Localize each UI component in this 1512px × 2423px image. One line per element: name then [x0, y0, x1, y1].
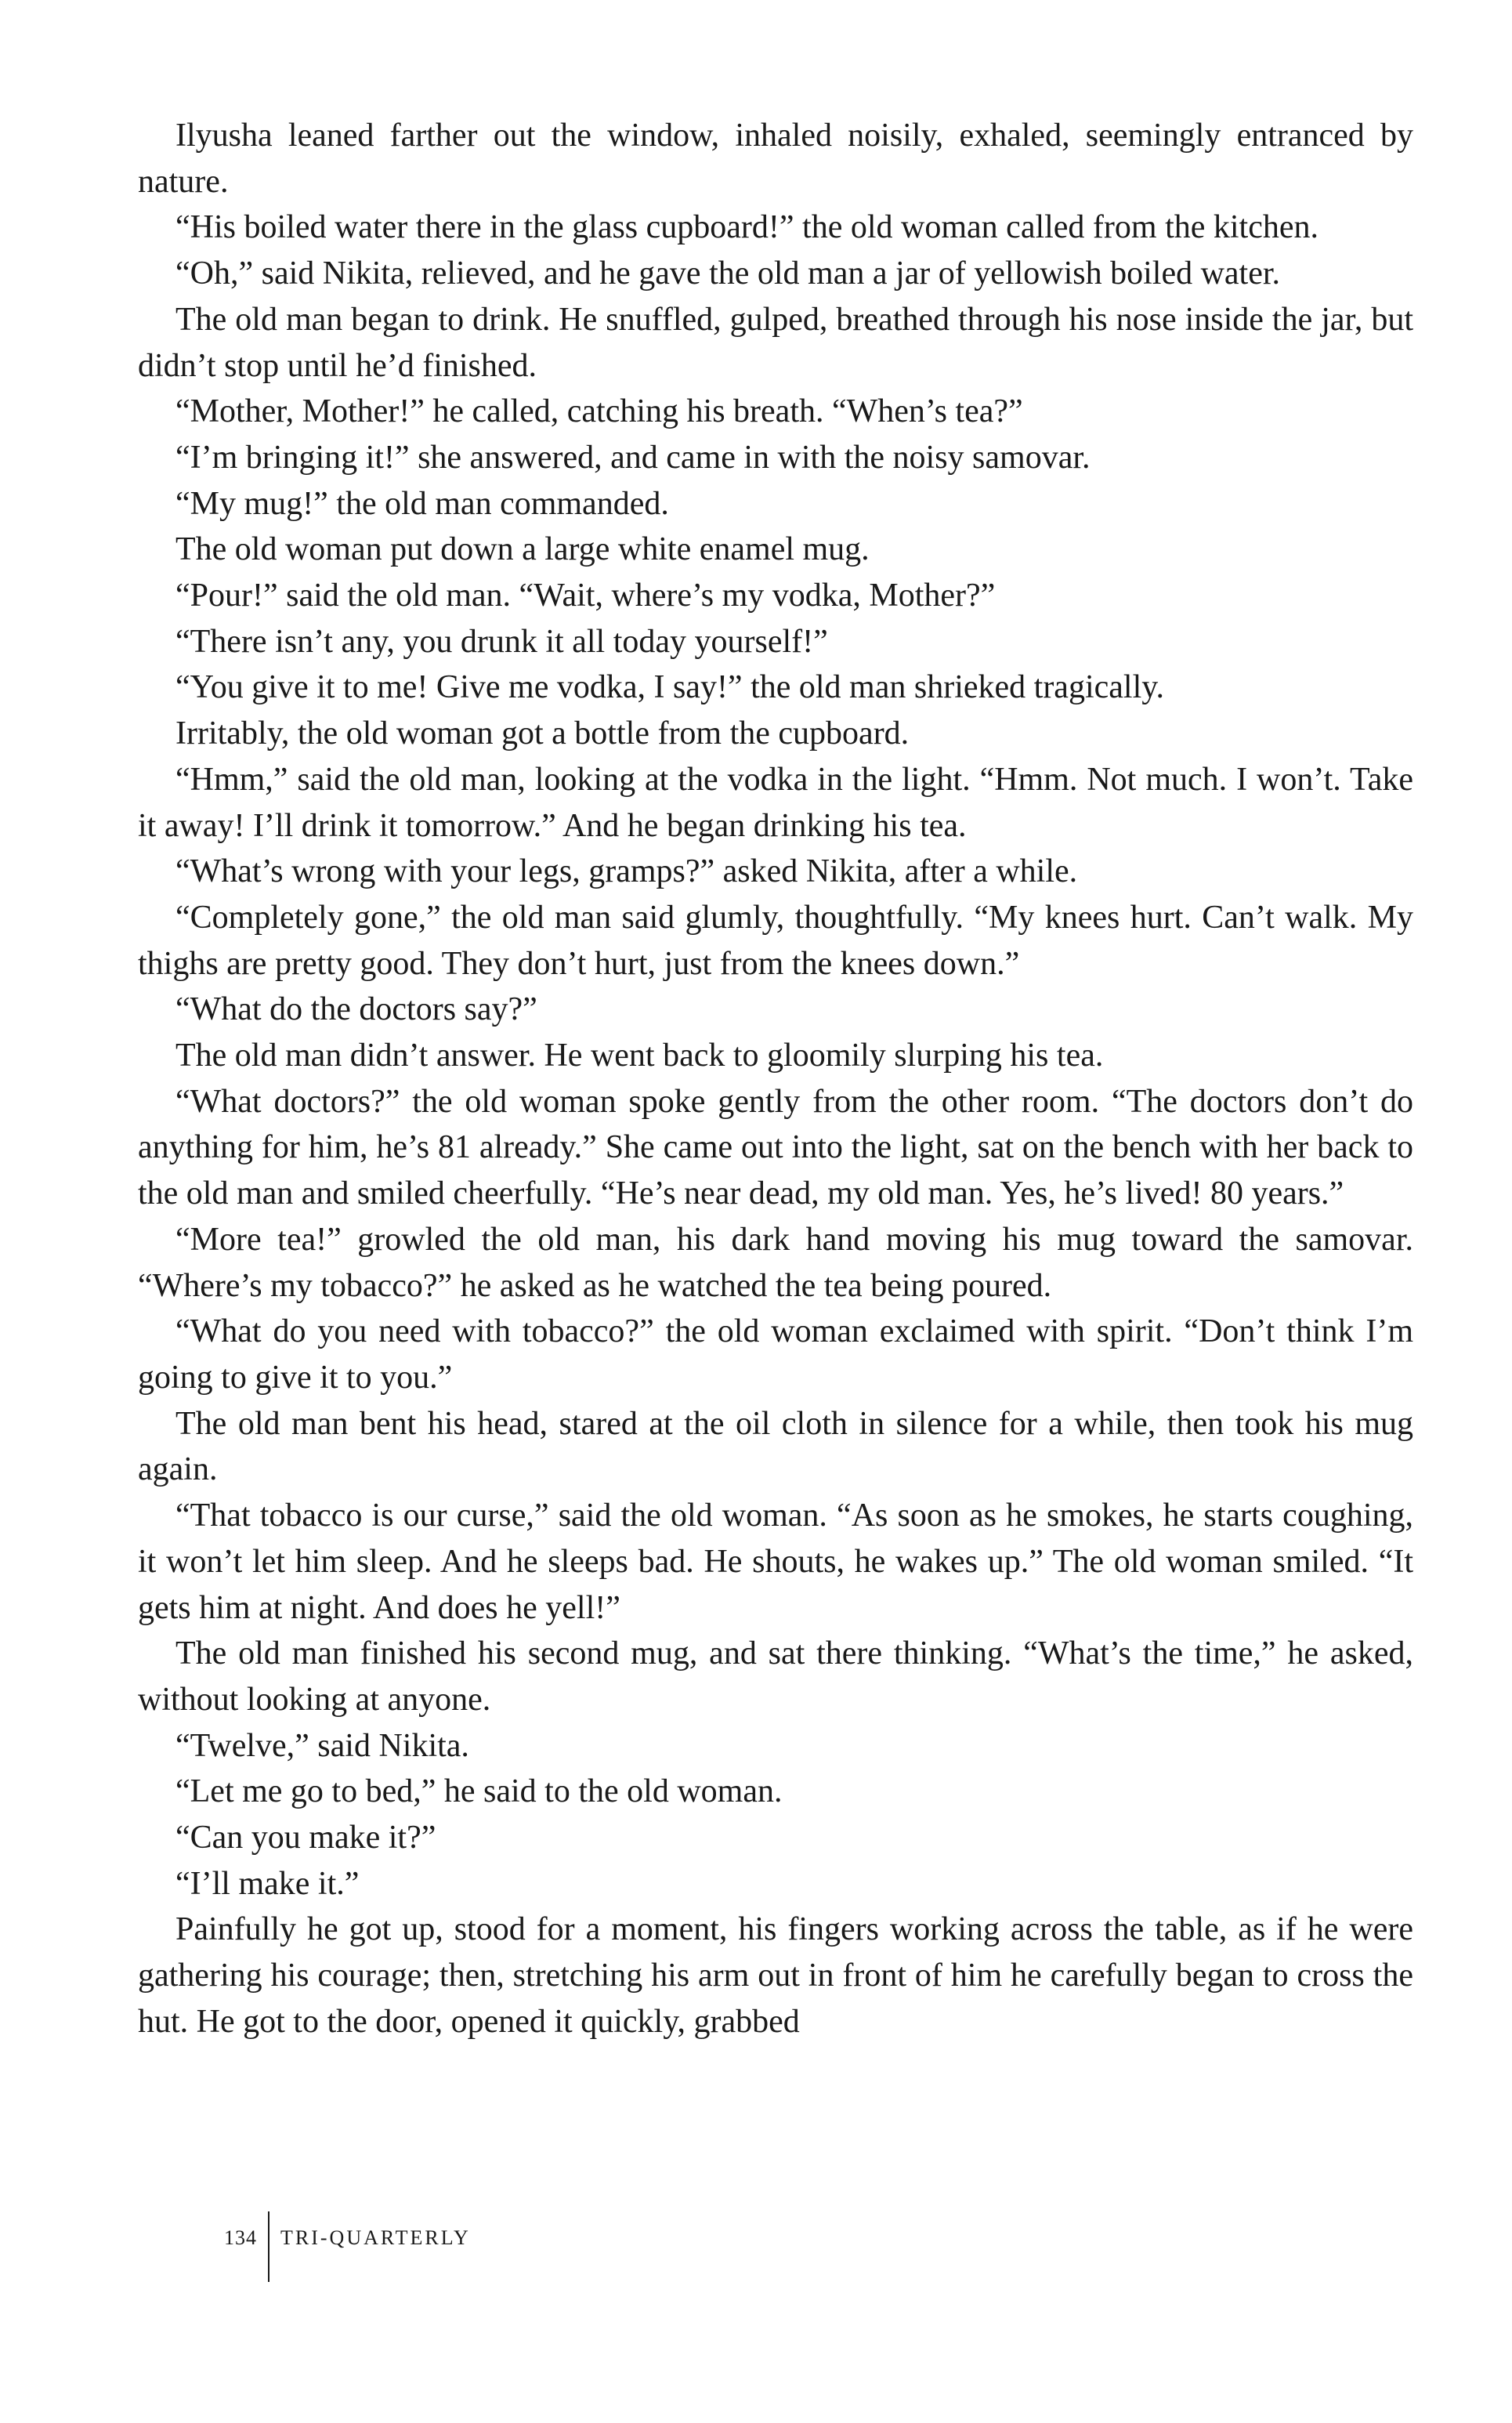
paragraph: “More tea!” growled the old man, his dark hand moving his mug toward the samovar. “Where’s my tobacco?” he asked as he watched the tea being poured. [138, 1221, 1413, 1304]
paragraph: “Pour!” said the old man. “Wait, where’s my vodka, Mother?” [175, 578, 996, 614]
running-footer-title: TRI-QUARTERLY [280, 2226, 471, 2249]
paragraph: “Can you make it?” [175, 1820, 436, 1856]
paragraph: The old woman put down a large white enamel mug. [175, 531, 870, 568]
paragraph: “What doctors?” the old woman spoke gently from the other room. “The doctors don’t do anything for him, he’s 81 already.” She came out into the light, sat on the bench with her back to the old man and smiled cheerfully. “He’s near dead, my old man. Yes, he’s lived! 80 years.” [138, 1083, 1413, 1212]
paragraph: “What’s wrong with your legs, gramps?” asked Nikita, after a while. [175, 853, 1078, 890]
paragraph: “There isn’t any, you drunk it all today yourself!” [175, 623, 828, 660]
paragraph: “Let me go to bed,” he said to the old woman. [175, 1773, 783, 1810]
paragraph: Painfully he got up, stood for a moment, his fingers working across the table, as if he were gathering his courage; then, stretching his arm out in front of him he carefully began to cross the hut. He got to the door, opened it quickly, grabbed [138, 1911, 1413, 2040]
body-text [138, 113, 1413, 2045]
paragraph: “Hmm,” said the old man, looking at the vodka in the light. “Hmm. Not much. I won’t. Take it away! I’ll drink it tomorrow.” And he began drinking his tea. [138, 761, 1413, 844]
paragraph: The old man didn’t answer. He went back to gloomily slurping his tea. [175, 1038, 1104, 1074]
paragraph: “His boiled water there in the glass cupboard!” the old woman called from the kitchen. [175, 209, 1319, 246]
page-number: 134 [224, 2226, 257, 2249]
paragraph: “Mother, Mother!” he called, catching his breath. “When’s tea?” [175, 393, 1023, 430]
paragraph: “I’m bringing it!” she answered, and came in with the noisy samovar. [175, 439, 1091, 476]
paragraph: “Twelve,” said Nikita. [175, 1727, 469, 1764]
paragraph: The old man began to drink. He snuffled, gulped, breathed through his nose inside the jar, but didn’t stop until he’d finished. [138, 301, 1413, 384]
paragraph: Irritably, the old woman got a bottle from the cupboard. [175, 715, 910, 752]
paragraph: “Completely gone,” the old man said glumly, thoughtfully. “My knees hurt. Can’t walk. My thighs are pretty good. They don’t hurt, just from the knees down.” [138, 899, 1413, 982]
paragraph: The old man bent his head, stared at the oil cloth in silence for a while, then took his mug again. [138, 1405, 1413, 1488]
paragraph: “What do the doctors say?” [175, 991, 537, 1028]
paragraph: “What do you need with tobacco?” the old woman exclaimed with spirit. “Don’t think I’m going to give it to you.” [138, 1313, 1413, 1396]
page-footer [224, 2211, 471, 2282]
paragraph: “That tobacco is our curse,” said the old woman. “As soon as he smokes, he starts coughing, it won’t let him sleep. And he sleeps bad. He shouts, he wakes up.” The old woman smiled. “It gets him at night. And does he yell!” [138, 1498, 1413, 1626]
paragraph: “You give it to me! Give me vodka, I say!” the old man shrieked tragically. [175, 669, 1165, 706]
paragraph: Ilyusha leaned farther out the window, inhaled noisily, exhaled, seemingly entranced by nature. [138, 118, 1413, 200]
paragraph: “I’ll make it.” [175, 1865, 360, 1902]
paragraph: “My mug!” the old man commanded. [175, 485, 669, 522]
paragraph: “Oh,” said Nikita, relieved, and he gave the old man a jar of yellowish boiled water. [175, 255, 1281, 292]
paragraph: The old man finished his second mug, and sat there thinking. “What’s the time,” he asked, without looking at anyone. [138, 1635, 1413, 1718]
